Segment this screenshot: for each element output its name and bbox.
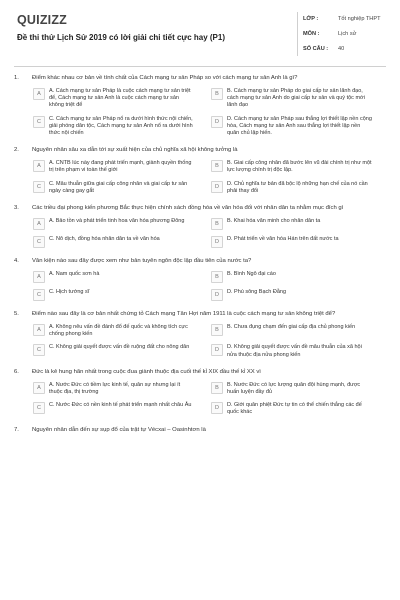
option-letter-badge[interactable]: C xyxy=(33,116,45,128)
option-letter-badge[interactable]: D xyxy=(211,402,223,414)
meta-class-value: Tốt nghiệp THPT xyxy=(338,16,381,22)
answer-option[interactable] xyxy=(33,88,211,110)
question-header xyxy=(0,310,400,318)
answer-options xyxy=(33,160,388,195)
option-letter-badge[interactable]: A xyxy=(33,88,45,100)
option-letter-badge[interactable]: B xyxy=(211,324,223,336)
option-letter-badge[interactable]: B xyxy=(211,218,223,230)
answer-option[interactable] xyxy=(211,271,389,283)
answer-option[interactable] xyxy=(33,271,211,283)
question-text: Nguyên nhân dẫn đến sự sụp đổ của trật tự Vécxai – Oasinhtơn là xyxy=(32,426,206,433)
option-text: C. Hịch tướng sĩ xyxy=(49,289,90,296)
question-text: Điểm nào sau đây là cơ bản nhất chứng tỏ Cách mạng Tân Hợi năm 1911 là cuộc cách mạng tư sản không triệt để? xyxy=(32,311,336,318)
meta-subject-value: Lịch sử xyxy=(338,31,357,37)
option-text: C. Không giải quyết được vấn đề ruộng đất cho nông dân xyxy=(49,344,190,351)
option-letter-badge[interactable]: A xyxy=(33,382,45,394)
option-letter-badge[interactable]: C xyxy=(33,289,45,301)
meta-subject xyxy=(303,31,395,37)
question-header xyxy=(0,257,400,265)
question-number: 6. xyxy=(14,368,19,375)
option-text: B. Chưa đụng chạm đến giai cấp địa chủ phong kiến xyxy=(227,324,356,331)
question-number: 2. xyxy=(14,147,19,154)
option-text: D. Không giải quyết được vấn đề mâu thuẫn của xã hội nửa thuộc địa nửa phong kiến xyxy=(227,344,362,358)
option-letter-badge[interactable]: A xyxy=(33,160,45,172)
answer-option[interactable] xyxy=(211,160,389,174)
option-letter-badge[interactable]: A xyxy=(33,324,45,336)
meta-class-label: LỚP : xyxy=(303,16,319,22)
option-text: D. Cách mạng tư sản Pháp sau thắng lợi thiết lập nền cộng hòa, Cách mạng tư sản Anh sau thắng lợi thiết lập nền quân chủ lập hiến. xyxy=(227,115,372,137)
option-letter-badge[interactable]: C xyxy=(33,402,45,414)
question-number: 4. xyxy=(14,258,19,265)
quizizz-logo: QUIZIZZ xyxy=(17,13,68,27)
option-letter-badge[interactable]: B xyxy=(211,382,223,394)
header-divider xyxy=(297,12,298,56)
meta-class xyxy=(303,16,395,22)
question-item xyxy=(0,257,400,301)
option-letter-badge[interactable]: C xyxy=(33,236,45,248)
option-text: C. Cách mạng tư sản Pháp nổ ra dưới hình thức nội chiến, giải phóng dân tộc, Cách mạng tư sản Anh nổ ra dưới hình thức nội chiến xyxy=(49,115,193,137)
option-letter-badge[interactable]: B xyxy=(211,160,223,172)
header-separator xyxy=(14,66,386,67)
option-text: A. Nước Đức có tiềm lực kinh tế, quân sự nhưng lại ít thuộc địa, thị trường xyxy=(49,381,181,396)
option-text: B. Cách mạng tư sản Pháp do giai cấp tư sản lãnh đạo, cách mạng tư sản Anh do giai cấp tư sản và quý tộc mới lãnh đạo xyxy=(227,88,365,109)
answer-option[interactable] xyxy=(211,324,389,338)
answer-option[interactable] xyxy=(211,181,389,195)
answer-options xyxy=(33,324,388,359)
answer-option[interactable] xyxy=(33,402,211,416)
answer-option[interactable] xyxy=(33,218,211,230)
question-item xyxy=(0,74,400,137)
option-text: B. Giai cấp công nhân đã bước lên vũ đài chính trị như một lực lượng chính trị độc lập. xyxy=(227,160,372,174)
option-text: B. Bình Ngô đại cáo xyxy=(227,271,276,278)
option-text: D. Giới quân phiệt Đức tự tin có thể chiến thắng các đế quốc khác xyxy=(227,402,362,416)
question-item xyxy=(0,310,400,359)
question-number: 7. xyxy=(14,426,19,433)
option-letter-badge[interactable]: B xyxy=(211,88,223,100)
question-item xyxy=(0,146,400,195)
answer-option[interactable] xyxy=(33,344,211,358)
answer-option[interactable] xyxy=(211,236,389,248)
question-text: Các triều đại phong kiến phương Bắc thực hiện chính sách đồng hóa về văn hóa đối với nhân dân ta nhằm mục đích gì xyxy=(32,205,344,212)
option-text: C. Nô dịch, đồng hóa nhân dân ta về văn hóa xyxy=(49,236,160,243)
answer-option[interactable] xyxy=(33,236,211,248)
option-letter-badge[interactable]: D xyxy=(211,289,223,301)
question-text: Đức là kẻ hung hãn nhất trong cuộc đua giành thuộc địa cuối thế kỉ XIX đầu thế kỉ XX vì xyxy=(32,368,261,375)
answer-option[interactable] xyxy=(33,289,211,301)
question-header xyxy=(0,426,400,434)
question-header xyxy=(0,204,400,212)
answer-option[interactable] xyxy=(33,382,211,396)
answer-option[interactable] xyxy=(33,116,211,138)
option-text: C. Mâu thuẫn giữa giai cấp công nhân và giai cấp tư sản ngày càng gay gắt xyxy=(49,180,188,194)
answer-options xyxy=(33,271,388,301)
option-letter-badge[interactable]: D xyxy=(211,236,223,248)
question-number: 1. xyxy=(14,75,19,81)
question-header xyxy=(0,368,400,376)
answer-option[interactable] xyxy=(211,344,389,358)
option-text: B. Khai hóa văn minh cho nhân dân ta xyxy=(227,218,321,225)
meta-question-count xyxy=(303,46,395,52)
option-letter-badge[interactable]: C xyxy=(33,344,45,356)
option-text: A. Không nêu vấn đề đánh đổ đế quốc và không tích cực chống phong kiến xyxy=(49,324,188,338)
option-text: D. Chủ nghĩa tư bản đã bộc lộ những hạn chế của nó cần phải thay đổi xyxy=(227,180,368,194)
option-letter-badge[interactable]: D xyxy=(211,181,223,193)
option-text: D. Phú sông Bạch Đằng xyxy=(227,289,287,296)
answer-option[interactable] xyxy=(211,402,389,416)
answer-options xyxy=(33,218,388,248)
question-header xyxy=(0,146,400,154)
question-item xyxy=(0,368,400,417)
answer-option[interactable] xyxy=(211,382,389,396)
option-text: A. Cách mạng tư sản Pháp là cuộc cách mạng tư sản triệt để, Cách mạng tư sản Anh là cuộc cách mạng tư sản không triệt để xyxy=(49,88,191,109)
answer-option[interactable] xyxy=(211,88,389,110)
option-text: A. Bảo tồn và phát triển tinh hoa văn hóa phương Đông xyxy=(49,218,185,225)
answer-option[interactable] xyxy=(33,160,211,174)
question-text: Điểm khác nhau cơ bản về tính chất của Cách mạng tư sản Pháp so với cách mạng tư sản Anh là gì? xyxy=(32,75,298,81)
worksheet-title: Đề thi thử Lịch Sử 2019 có lời giải chi tiết cực hay (P1) xyxy=(17,33,226,42)
question-header xyxy=(0,74,400,82)
meta-count-value: 40 xyxy=(338,46,345,52)
option-text: C. Nước Đức có nền kinh tế phát triển mạnh nhất châu Âu xyxy=(49,402,192,409)
question-item xyxy=(0,426,400,434)
option-text: A. Nam quốc sơn hà xyxy=(49,271,100,278)
option-letter-badge[interactable]: B xyxy=(211,271,223,283)
option-text: A. CNTB lúc này đang phát triển mạnh, giành quyền thống trị trên phạm vi toàn thế giới xyxy=(49,160,192,174)
answer-options xyxy=(33,382,388,417)
worksheet-header xyxy=(0,0,400,66)
option-letter-badge[interactable]: A xyxy=(33,271,45,283)
option-letter-badge[interactable]: C xyxy=(33,181,45,193)
question-text: Nguyên nhân sâu xa dẫn tới sự xuất hiện của chủ nghĩa xã hội không tưởng là xyxy=(32,147,238,154)
meta-count-label: SỐ CÂU : xyxy=(303,46,329,52)
answer-option[interactable] xyxy=(211,289,389,301)
meta-subject-label: MÔN : xyxy=(303,31,320,37)
option-letter-badge[interactable]: D xyxy=(211,344,223,356)
question-number: 3. xyxy=(14,205,19,212)
answer-option[interactable] xyxy=(33,181,211,195)
option-text: D. Phát triển về văn hóa Hán trên đất nước ta xyxy=(227,236,339,243)
answer-option[interactable] xyxy=(33,324,211,338)
option-letter-badge[interactable]: A xyxy=(33,218,45,230)
question-number: 5. xyxy=(14,311,19,318)
answer-options xyxy=(33,88,388,137)
answer-option[interactable] xyxy=(211,116,389,138)
option-text: B. Nước Đức có lực lượng quân đội hùng mạnh, được huấn luyện đầy đủ xyxy=(227,381,361,396)
question-text: Văn kiện nào sau đây được xem như bản tuyên ngôn độc lập đầu tiên của nước ta? xyxy=(32,258,252,265)
question-item xyxy=(0,204,400,248)
option-letter-badge[interactable]: D xyxy=(211,116,223,128)
question-list xyxy=(0,74,400,443)
answer-option[interactable] xyxy=(211,218,389,230)
